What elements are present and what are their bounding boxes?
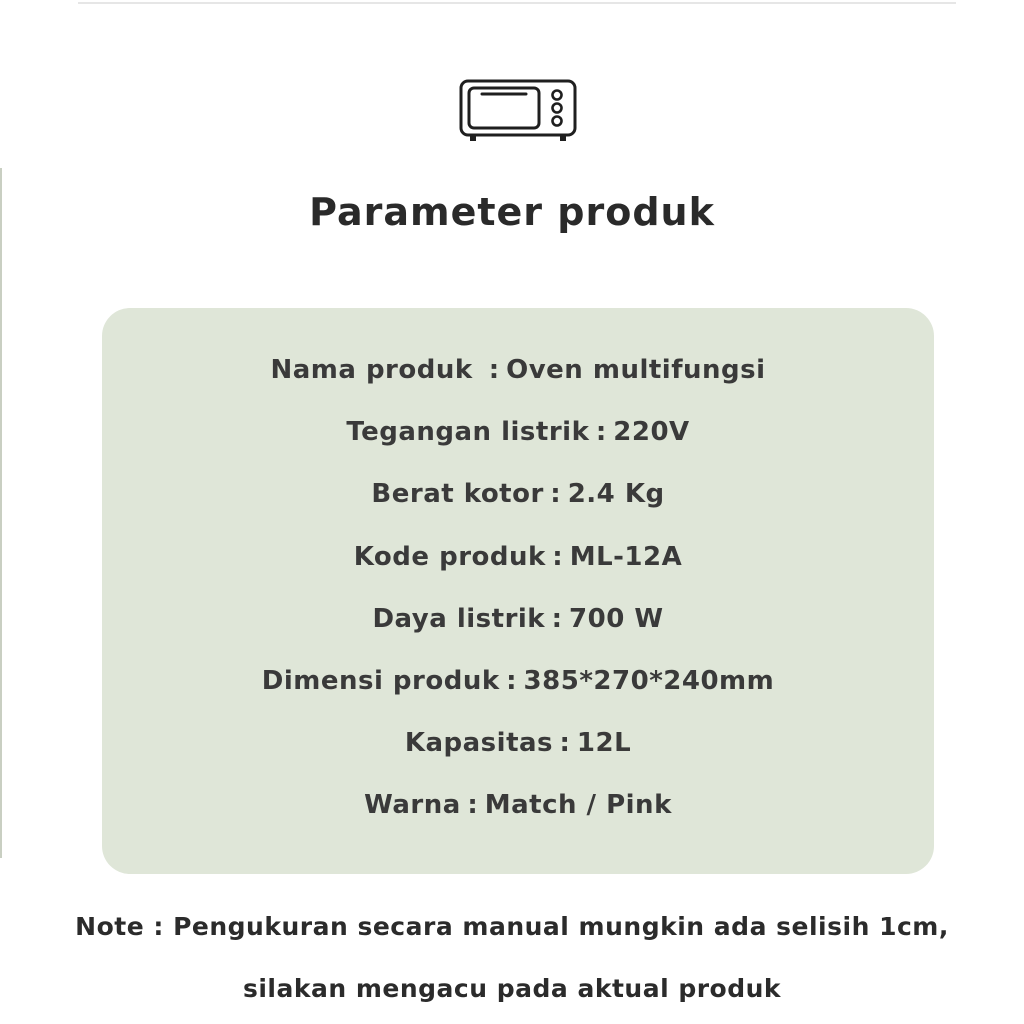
spec-label: Tegangan listrik xyxy=(346,417,590,448)
spec-label: Kapasitas xyxy=(404,728,554,759)
spec-label: Nama produk xyxy=(270,355,473,385)
spec-label: Kode produk xyxy=(353,541,546,572)
spec-row-dimensi-produk: Dimensi produk : 385*270*240mm xyxy=(261,665,775,696)
left-edge-line xyxy=(0,168,2,858)
spec-value: 385*270*240mm xyxy=(523,665,775,696)
spec-value: Oven multifungsi xyxy=(506,355,766,385)
spec-row-tegangan-listrik: Tegangan listrik : 220V xyxy=(346,417,690,448)
spec-list xyxy=(102,348,934,846)
spec-row-berat-kotor: Berat kotor : 2.4 Kg xyxy=(371,479,665,510)
spec-value: ML-12A xyxy=(569,541,683,572)
note-line-1: Note : Pengukuran secara manual mungkin ada selisih 1cm, xyxy=(75,912,949,941)
page-title: Parameter produk xyxy=(309,190,715,234)
spec-value: 700 W xyxy=(569,603,664,634)
spec-label: Daya listrik xyxy=(372,603,546,634)
spec-row-daya-listrik: Daya listrik : 700 W xyxy=(372,603,664,634)
top-divider xyxy=(78,2,956,4)
spec-value: 2.4 Kg xyxy=(567,479,665,510)
oven-icon xyxy=(458,78,578,144)
spec-value: Match / Pink xyxy=(484,790,672,821)
spec-value: 12L xyxy=(576,728,632,759)
spec-row-kode-produk: Kode produk : ML-12A xyxy=(353,541,683,572)
spec-panel xyxy=(102,308,934,874)
spec-row-warna: Warna : Match / Pink xyxy=(364,790,672,821)
spec-label: Warna xyxy=(364,790,461,821)
spec-label: Dimensi produk xyxy=(261,665,500,696)
spec-row-kapasitas: Kapasitas : 12L xyxy=(404,728,632,759)
spec-value: 220V xyxy=(613,417,690,448)
spec-label: Berat kotor xyxy=(371,479,544,510)
note-line-2: silakan mengacu pada aktual produk xyxy=(242,974,782,1003)
spec-row-nama-produk: Nama produk : Oven multifungsi xyxy=(270,355,766,385)
